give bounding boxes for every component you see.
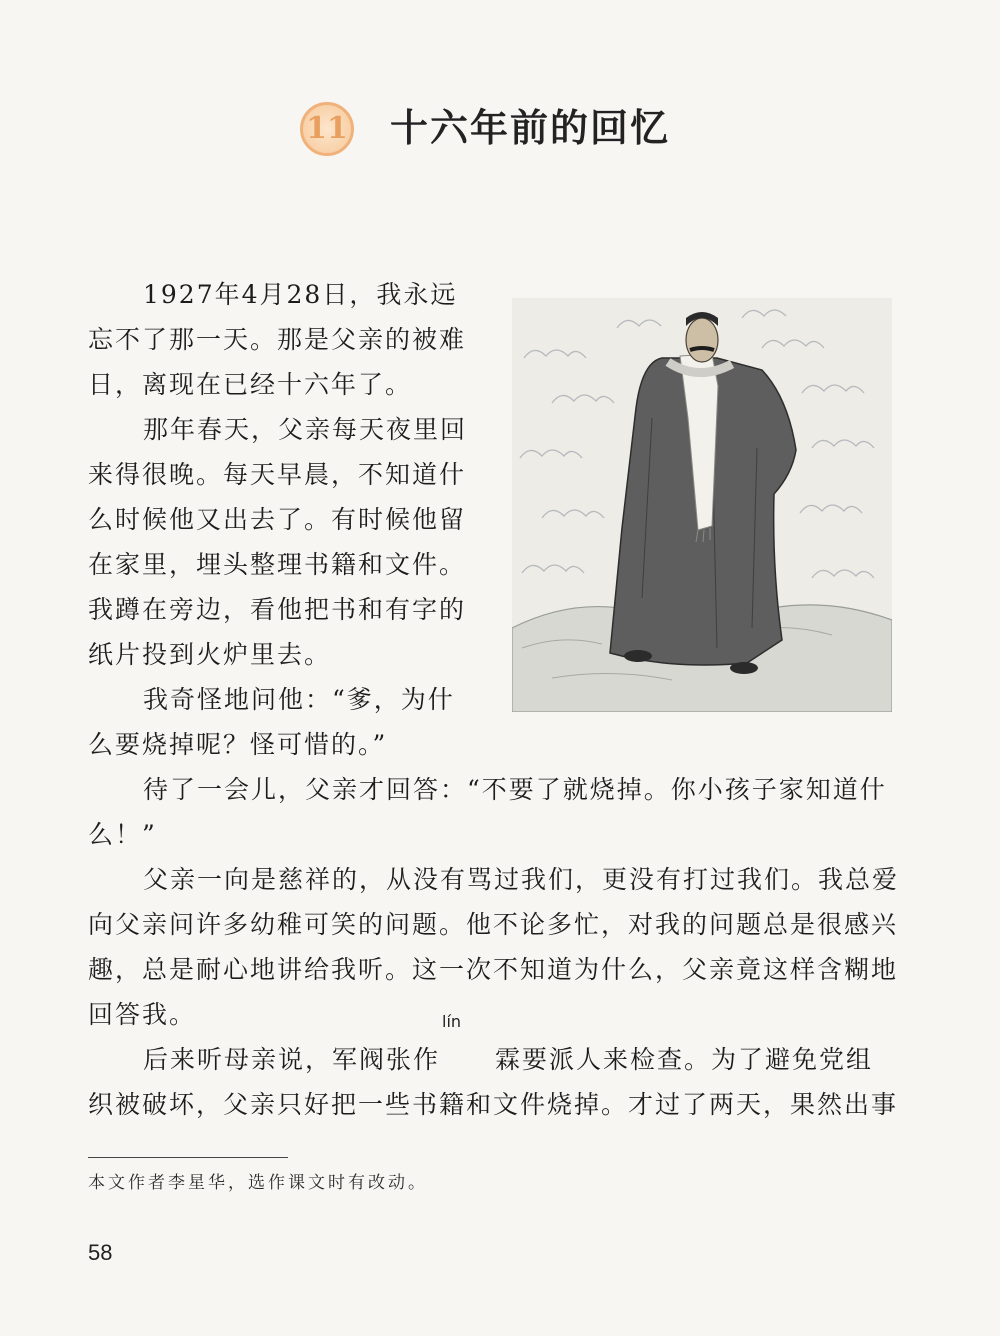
lesson-number-badge: 11 [300, 102, 354, 156]
paragraph-5: 父亲一向是慈祥的，从没有骂过我们，更没有打过我们。我总爱向父亲问许多幼稚可笑的问题。他不论多忙，对我的问题总是很感兴趣，总是耐心地讲给我听。这一次不知道为什么，父亲竟这样含糊地回答我。 [88, 865, 900, 1029]
lesson-title: 十六年前的回忆 [390, 105, 671, 150]
paragraph-3: 我奇怪地问他：“爹，为什么要烧掉呢？怪可惜的。” [88, 685, 455, 759]
pinyin-annotation: lín [442, 1012, 462, 1031]
annotated-character [440, 1012, 523, 1082]
portrait-illustration [512, 298, 892, 712]
paragraph-6-text-after: 要派人来检查。为了避免党组织被破坏，父亲只好把一些书籍和文件烧掉。才过了两天，果然出事 [88, 1045, 899, 1119]
annotated-character-text: 霖 [495, 1045, 523, 1074]
footnote-divider [88, 1157, 288, 1158]
head [686, 318, 718, 362]
paragraph-4: 待了一会儿，父亲才回答：“不要了就烧掉。你小孩子家知道什么！” [88, 775, 887, 849]
lesson-header [0, 100, 1000, 160]
paragraph-6 [88, 1012, 900, 1127]
paragraph-1: 1927年4月28日，我永远忘不了那一天。那是父亲的被难日，离现在已经十六年了。 [88, 280, 467, 399]
footnote: 本文作者李星华，选作课文时有改动。 [88, 1173, 428, 1193]
page-number: 58 [88, 1240, 113, 1265]
paragraph-2: 那年春天，父亲每天夜里回来得很晚。每天早晨，不知道什么时候他又出去了。有时候他留在家里，埋头整理书籍和文件。我蹲在旁边，看他把书和有字的纸片投到火炉里去。 [88, 415, 468, 669]
paragraph-6-text-before: 后来听母亲说，军阀张作 [143, 1045, 441, 1074]
